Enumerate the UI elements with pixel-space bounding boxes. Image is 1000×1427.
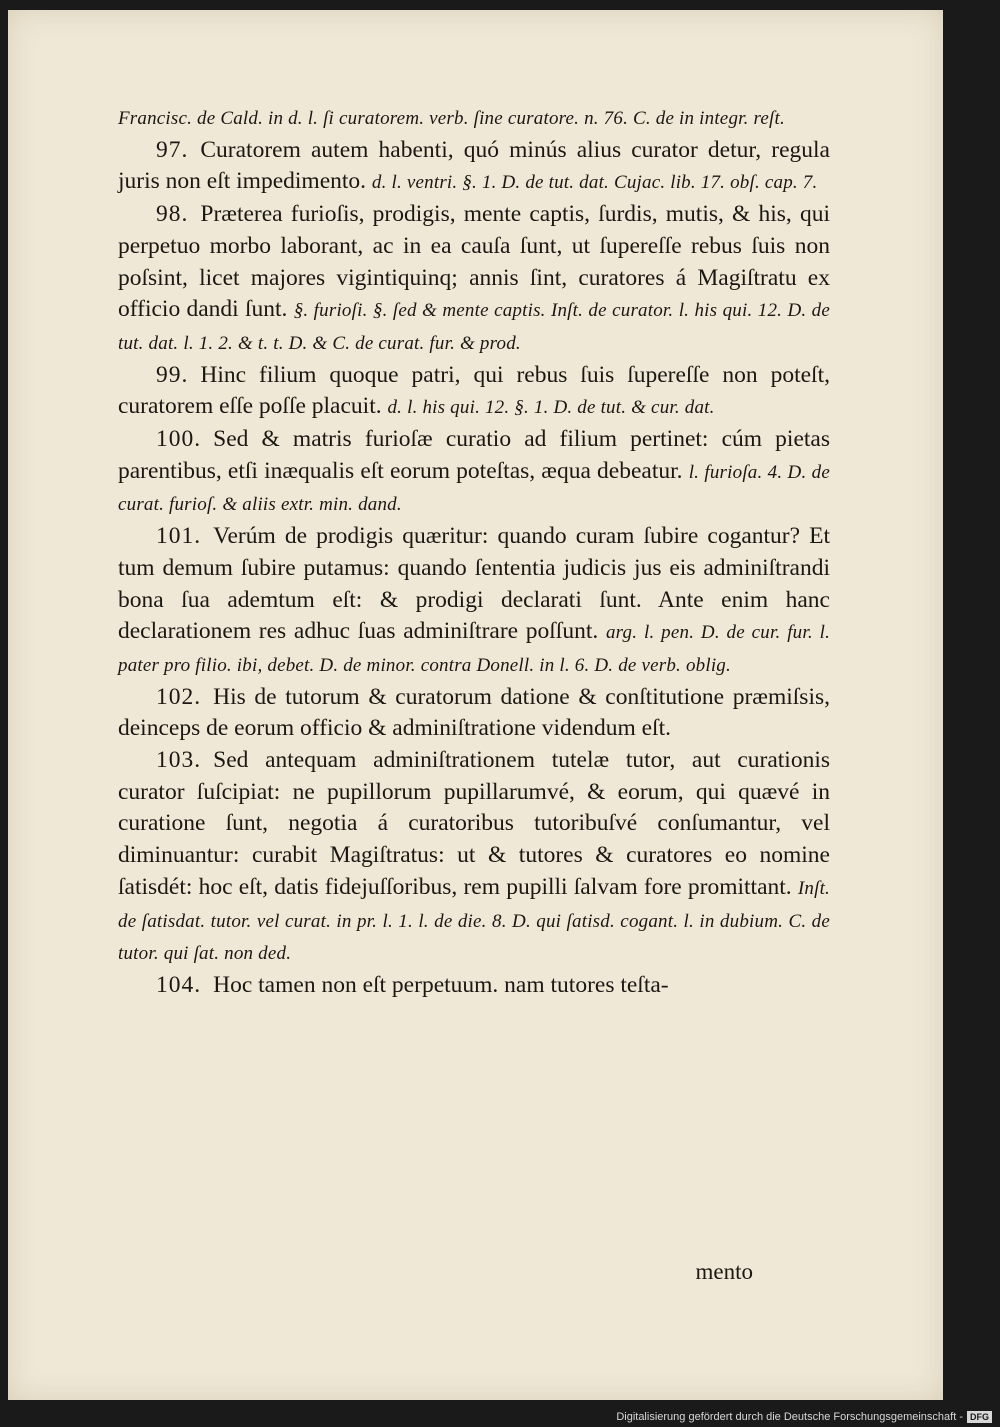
catchword: mento bbox=[695, 1259, 753, 1284]
citation: l. furioſa. 4. D. de curat. furioſ. & aliis extr. min. dand. bbox=[118, 461, 830, 516]
paragraph-number: 102. bbox=[156, 683, 202, 710]
paragraph-text: Verúm de prodigis quæritur: quando curam ſubire cogantur? Et tum demum ſubire putamus: quando ſententia judicis jus eis adminiſtrandi bona ſua ademtum eſt: & prodigi declarati ſunt. Ante enim hanc declarationem res adhuc ſuas adminiſtrare poſſunt. bbox=[118, 523, 830, 645]
paragraph-103 bbox=[118, 745, 830, 970]
paragraph-text: Hinc filium quoque patri, qui rebus ſuis ſupereſſe non poteſt, curatorem eſſe poſſe placuit. bbox=[118, 361, 830, 420]
footer-text: Digitalisierung gefördert durch die Deutsche Forschungsgemeinschaft - bbox=[616, 1411, 963, 1423]
paragraph-text: Sed antequam adminiſtrationem tutelæ tutor, aut curationis curator ſuſcipiat: ne pupillorum pupillarumvé, & eorum, qui quævé in curatione ſunt, negotia á curatoribus tutoribuſvé conſumantur, vel diminuantur: curabit Magiſtratus: ut & tutores & curatores eo nomine ſatisdét: hoc eſt, datis fidejuſſoribus, rem pupilli ſalvam fore promittant. bbox=[118, 747, 830, 900]
paragraph-number: 99. bbox=[156, 361, 189, 388]
book-page bbox=[8, 10, 943, 1400]
citation: arg. l. pen. D. de cur. fur. l. pater pro filio. ibi, debet. D. de minor. contra Donell. in l. 6. D. de verb. oblig. bbox=[118, 622, 831, 676]
paragraph-number: 100. bbox=[156, 426, 202, 453]
paragraph-number: 103. bbox=[156, 747, 202, 774]
paragraph-text: Præterea furioſis, prodigis, mente captis, ſurdis, mutis, & his, qui perpetuo morbo laborant, ac in ea cauſa ſunt, ut ſupereſſe rebus ſuis non poſsint, licet majores vigintiquinq; annis ſint, curatores á Magiſtratu ex officio dandi ſunt. bbox=[118, 201, 830, 323]
paragraph-97 bbox=[118, 135, 830, 199]
digitization-footer bbox=[616, 1411, 992, 1423]
paragraph-number: 97. bbox=[156, 136, 189, 163]
paragraph-text: Hoc tamen non eſt perpetuum. nam tutores teſta- bbox=[213, 971, 669, 998]
paragraph-continued bbox=[118, 102, 830, 135]
citation: d. l. his qui. 12. §. 1. D. de tut. & cur. dat. bbox=[387, 397, 715, 419]
paragraph-text: His de tutorum & curatorum datione & conſtitutione præmiſsis, deinceps de eorum officio & adminiſtratione videndum eſt. bbox=[118, 683, 830, 742]
paragraph-text: Sed & matris furioſæ curatio ad filium pertinet: cúm pietas parentibus, etſi inæqualis eſt eorum poteſtas, æqua debeatur. bbox=[118, 426, 830, 484]
paragraph-104 bbox=[118, 970, 830, 1002]
paragraph-number: 98. bbox=[156, 201, 189, 228]
paragraph-102 bbox=[118, 682, 830, 745]
citation: §. furioſi. §. ſed & mente captis. Inſt. de curator. l. his qui. 12. D. de tut. dat. l. 1. 2. & t. t. D. & C. de curat. fur. & prod. bbox=[118, 300, 831, 354]
paragraph-number: 104. bbox=[156, 971, 202, 998]
citation: d. l. ventri. §. 1. D. de tut. dat. Cujac. lib. 17. obſ. cap. 7. bbox=[371, 172, 818, 194]
paragraph-number: 101. bbox=[156, 523, 202, 550]
paragraph-text: Curatorem autem habenti, quó minús alius curator detur, regula juris non eſt impedimento. bbox=[118, 136, 830, 195]
citation: Inſt. de ſatisdat. tutor. vel curat. in pr. l. 1. l. de die. 8. D. qui ſatisd. cogant. l. in dubium. C. de tutor. qui ſat. non ded. bbox=[118, 877, 830, 965]
dfg-logo: DFG bbox=[967, 1411, 992, 1423]
paragraph-101 bbox=[118, 521, 830, 682]
page-text bbox=[118, 102, 830, 1002]
paragraph-99 bbox=[118, 360, 830, 424]
paragraph-100 bbox=[118, 424, 830, 521]
paragraph-98 bbox=[118, 199, 830, 360]
citation: Francisc. de Cald. in d. l. ſi curatorem. verb. ſine curatore. n. 76. C. de in integr. reſt. bbox=[118, 108, 785, 129]
